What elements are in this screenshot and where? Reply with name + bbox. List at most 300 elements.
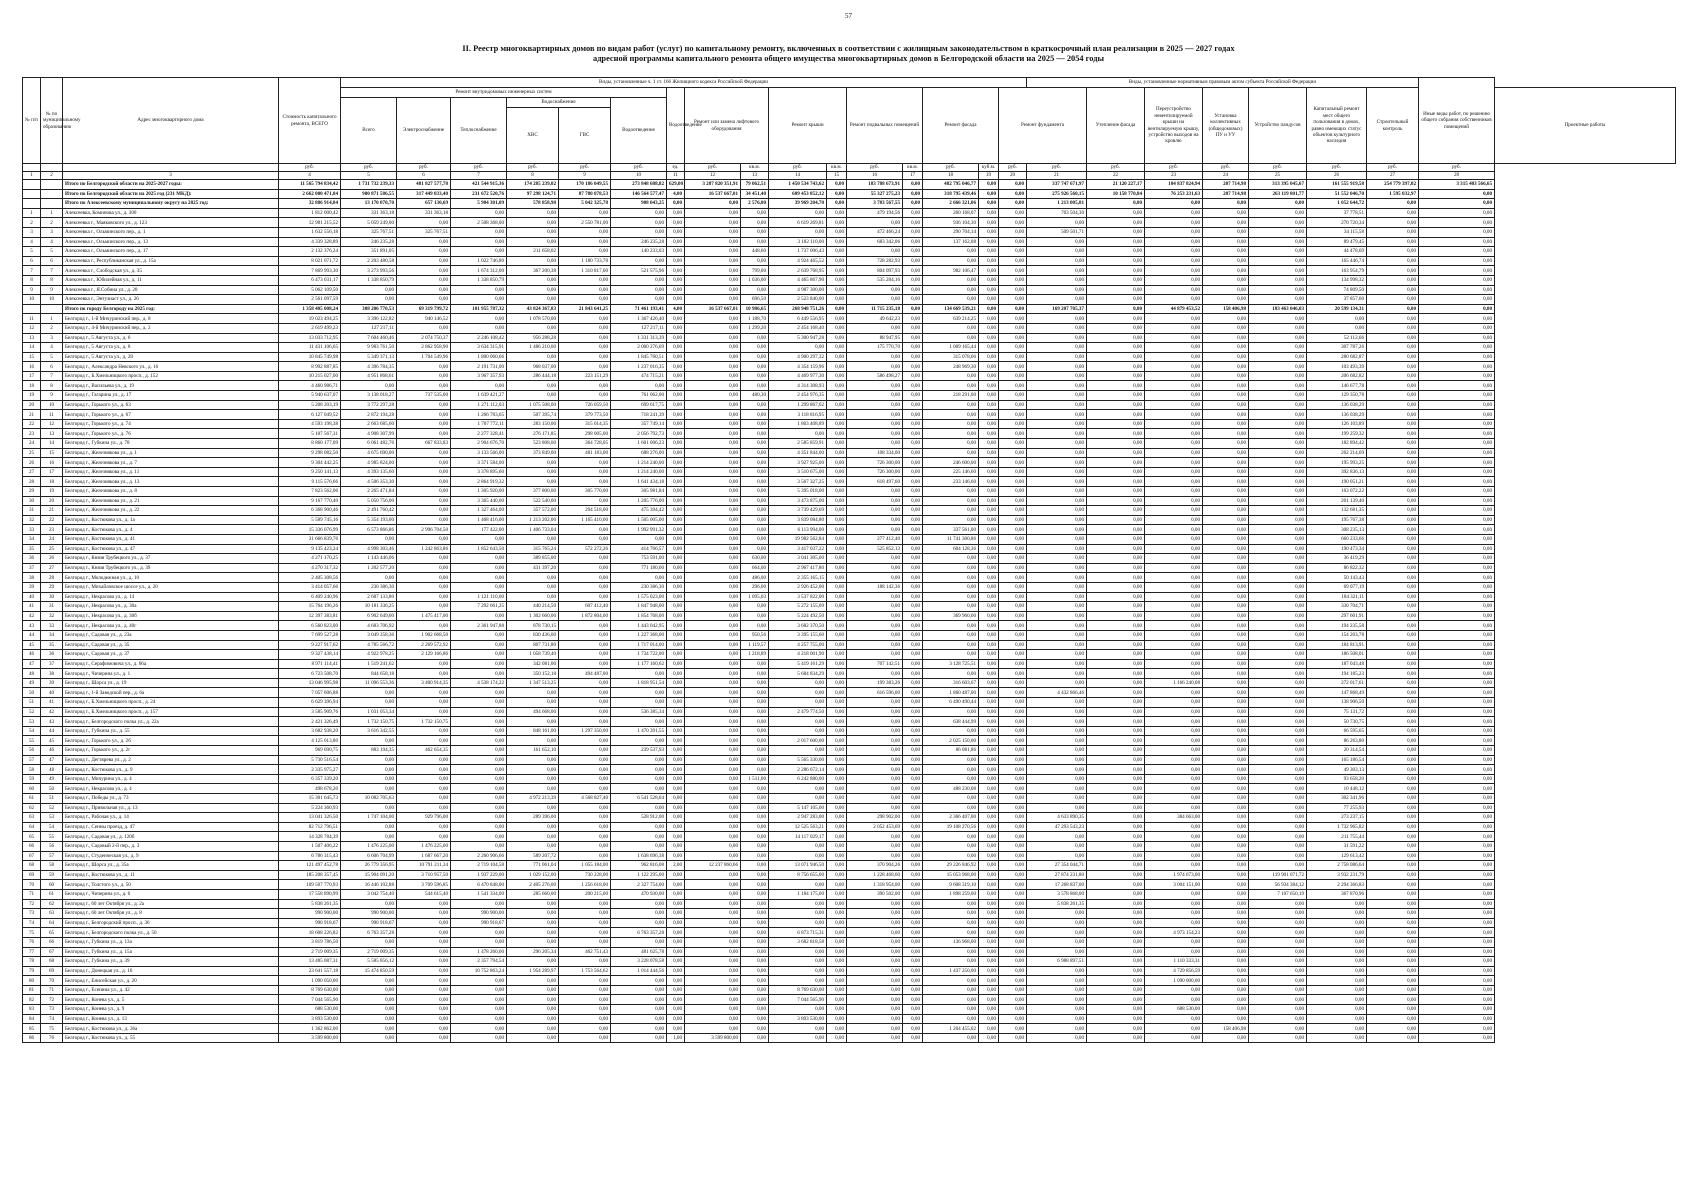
value-cell: 0,00	[1027, 755, 1087, 765]
value-cell: 607 412,40	[559, 602, 611, 612]
table-row	[23, 678, 1676, 688]
value-cell: 34 451,40	[741, 189, 769, 199]
value-cell: 0,00	[1307, 957, 1367, 967]
value-cell: 0,00	[1203, 199, 1249, 209]
value-cell: 0,00	[923, 1005, 979, 1015]
value-cell: 0,00	[903, 621, 923, 631]
value-cell: 0,00	[1087, 1005, 1145, 1015]
value-cell: 1 601 006,23	[611, 439, 667, 449]
value-cell: 0,00	[1249, 199, 1307, 209]
value-cell: 0,00	[1027, 525, 1087, 535]
value-cell: 2 491 760,42	[341, 506, 397, 516]
value-cell: 0,00	[999, 909, 1027, 919]
value-cell: 4 675 690,00	[341, 448, 397, 458]
value-cell: 0,00	[1145, 851, 1203, 861]
value-cell: 0,00	[341, 822, 397, 832]
address-cell: Белгород г., Костюкова ул., д. 36а	[63, 1024, 279, 1034]
table-row	[23, 784, 1676, 794]
value-cell: 3 537 822,00	[769, 592, 827, 602]
value-cell: 0,00	[1145, 285, 1203, 295]
value-cell: 1,00	[667, 1033, 685, 1043]
value-cell: 0,00	[1367, 909, 1419, 919]
value-cell: 4 593 198,38	[279, 419, 341, 429]
value-cell: 0,00	[1367, 371, 1419, 381]
value-cell: 0,00	[903, 784, 923, 794]
value-cell: 20 314,54	[1307, 746, 1367, 756]
value-cell: 34 115,58	[1307, 227, 1367, 237]
value-cell: 1 299,20	[741, 323, 769, 333]
value-cell: 0,00	[1203, 506, 1249, 516]
table-row	[23, 256, 1676, 266]
value-cell: 0,00	[1145, 448, 1203, 458]
value-cell: 630,00	[741, 554, 769, 564]
value-cell: 0,00	[741, 688, 769, 698]
value-cell: 1 845 760,51	[611, 352, 667, 362]
value-cell: 0,00	[1307, 966, 1367, 976]
value-cell: 0,00	[1087, 794, 1145, 804]
value-cell: 0,00	[1027, 1005, 1087, 1015]
value-cell: 0,00	[1027, 439, 1087, 449]
value-cell: 0,00	[559, 707, 611, 717]
value-cell: 0,00	[923, 947, 979, 957]
value-cell: 0,00	[903, 534, 923, 544]
value-cell: 0,00	[451, 669, 507, 679]
value-cell: 146 564 577,47	[611, 189, 667, 199]
value-cell: 0,00	[559, 295, 611, 305]
value-cell: 0,00	[1419, 698, 1495, 708]
value-cell: 6 449 556,95	[769, 314, 827, 324]
value-cell: 0,00	[999, 256, 1027, 266]
value-cell: 0,00	[1367, 448, 1419, 458]
value-cell: 0,00	[1367, 650, 1419, 660]
address-cell: Белгород г., 5 Августа ул., д. 6	[63, 333, 279, 343]
value-cell: 0,00	[667, 525, 685, 535]
value-cell: 0,00	[903, 410, 923, 420]
value-cell: 0,00	[667, 477, 685, 487]
value-cell: 44 478,69	[1307, 247, 1367, 257]
value-cell: 1 184 175,00	[769, 889, 827, 899]
value-cell: 0,00	[1027, 707, 1087, 717]
value-cell: 0,00	[507, 237, 559, 247]
value-cell: 969 690,75	[279, 746, 341, 756]
index-cell: 9	[23, 285, 41, 295]
value-cell: 0,00	[559, 285, 611, 295]
value-cell: 0,00	[1087, 266, 1145, 276]
value-cell: 0,00	[903, 1024, 923, 1034]
value-cell: 0,00	[397, 765, 451, 775]
value-cell: 0,00	[741, 227, 769, 237]
value-cell: 0,00	[1087, 419, 1145, 429]
value-cell: 0,00	[827, 285, 847, 295]
table-row	[23, 985, 1676, 995]
value-cell: 0,00	[451, 707, 507, 717]
value-cell: 0,00	[1145, 458, 1203, 468]
value-cell: 0,00	[1027, 371, 1087, 381]
value-cell: 9 608 319,10	[923, 880, 979, 890]
index-cell: 64	[23, 822, 41, 832]
value-cell: 0,00	[979, 314, 999, 324]
address-cell: Белгород г., Железнякова ул., д. 8	[63, 487, 279, 497]
value-cell: 0,00	[1087, 199, 1145, 209]
value-cell: 0,00	[827, 247, 847, 257]
value-cell: 0,00	[741, 851, 769, 861]
index-cell: 7	[41, 371, 63, 381]
value-cell: 6 368 900,46	[279, 506, 341, 516]
value-cell: 2 719 104,58	[451, 861, 507, 871]
value-cell: 127 217,11	[611, 323, 667, 333]
value-cell: 0,00	[1249, 794, 1307, 804]
value-cell: 0,00	[451, 794, 507, 804]
value-cell: 298 005,00	[559, 429, 611, 439]
unit-cell: руб.	[507, 164, 559, 172]
index-cell: 65	[23, 832, 41, 842]
value-cell: 0,00	[1145, 746, 1203, 756]
value-cell: 0,00	[1087, 861, 1145, 871]
value-cell: 0,00	[1367, 458, 1419, 468]
index-cell: 48	[41, 765, 63, 775]
value-cell: 0,00	[451, 247, 507, 257]
value-cell: 0,00	[507, 285, 559, 295]
value-cell: 0,00	[397, 985, 451, 995]
value-cell: 10 215 027,00	[279, 371, 341, 381]
value-cell: 0,00	[1027, 717, 1087, 727]
value-cell: 1 009 165,44	[923, 343, 979, 353]
value-cell: 696,50	[741, 295, 769, 305]
address-cell: Белгород г., Победы ул., д. 73	[63, 794, 279, 804]
value-cell: 0,00	[923, 957, 979, 967]
value-cell: 0,00	[903, 909, 923, 919]
value-cell: 0,00	[741, 343, 769, 353]
value-cell: 0,00	[1087, 1024, 1145, 1034]
value-cell: 0,00	[769, 957, 827, 967]
column-number-cell: 26	[1307, 172, 1367, 180]
value-cell: 0,00	[999, 832, 1027, 842]
value-cell: 0,00	[769, 717, 827, 727]
unit-cell: руб.	[1307, 164, 1367, 172]
value-cell: 0,00	[847, 995, 903, 1005]
value-cell: 0,00	[685, 765, 741, 775]
value-cell: 0,00	[847, 362, 903, 372]
value-cell: 0,00	[611, 918, 667, 928]
value-cell: 1 188,70	[741, 314, 769, 324]
table-row	[23, 314, 1676, 324]
value-cell: 0,00	[1203, 400, 1249, 410]
value-cell: 0,00	[1367, 487, 1419, 497]
value-cell: 0,00	[979, 1033, 999, 1043]
value-cell: 0,00	[1203, 1014, 1249, 1024]
value-cell: 199 383,26	[847, 678, 903, 688]
value-cell: 0,00	[1367, 256, 1419, 266]
value-cell: 0,00	[741, 918, 769, 928]
value-cell: 0,00	[1145, 698, 1203, 708]
value-cell: 154 203,78	[1307, 630, 1367, 640]
value-cell: 0,00	[1145, 515, 1203, 525]
value-cell: 3 041 305,00	[769, 554, 827, 564]
value-cell: 0,00	[341, 784, 397, 794]
value-cell: 13 041 326,50	[279, 813, 341, 823]
value-cell: 0,00	[1087, 736, 1145, 746]
value-cell: 0,00	[667, 726, 685, 736]
value-cell: 0,00	[685, 429, 741, 439]
value-cell: 0,00	[1027, 467, 1087, 477]
value-cell: 0,00	[611, 784, 667, 794]
value-cell: 0,00	[999, 362, 1027, 372]
value-cell: 0,00	[1027, 534, 1087, 544]
value-cell: 0,00	[1203, 563, 1249, 573]
address-cell: Белгород г., 5 Августа ул., д. 8	[63, 343, 279, 353]
address-cell: Белгород г., Чичерина ул., д. 6	[63, 889, 279, 899]
value-cell: 0,00	[1249, 544, 1307, 554]
value-cell: 0,00	[1027, 966, 1087, 976]
index-cell: 37	[41, 659, 63, 669]
value-cell: 0,00	[903, 477, 923, 487]
value-cell: 0,00	[1249, 995, 1307, 1005]
value-cell: 0,00	[979, 391, 999, 401]
value-cell: 900 871 586,55	[341, 189, 397, 199]
value-cell: 0,00	[847, 755, 903, 765]
value-cell: 1 166 240,08	[1145, 678, 1203, 688]
value-cell: 0,00	[903, 563, 923, 573]
value-cell: 0,00	[1203, 582, 1249, 592]
value-cell: 0,00	[923, 794, 979, 804]
value-cell: 0,00	[507, 717, 559, 727]
value-cell: 0,00	[559, 582, 611, 592]
value-cell: 0,00	[397, 803, 451, 813]
value-cell: 0,00	[847, 976, 903, 986]
value-cell: 0,00	[667, 237, 685, 247]
value-cell: 0,00	[611, 899, 667, 909]
value-cell: 13 046 995,98	[279, 678, 341, 688]
value-cell: 0,00	[741, 957, 769, 967]
address-cell: Белгород г., Некрасова ул., д. 4	[63, 784, 279, 794]
value-cell: 0,00	[999, 937, 1027, 947]
value-cell: 10 448,12	[1307, 784, 1367, 794]
value-cell: 0,00	[1027, 909, 1087, 919]
value-cell: 129 613,42	[1307, 851, 1367, 861]
value-cell: 0,00	[611, 208, 667, 218]
index-cell: 12	[41, 419, 63, 429]
value-cell: 0,00	[1419, 266, 1495, 276]
value-cell: 1 595 032,97	[1367, 189, 1419, 199]
value-cell: 0,00	[451, 899, 507, 909]
value-cell: 0,00	[451, 985, 507, 995]
value-cell: 3 138 018,27	[341, 391, 397, 401]
value-cell: 0,00	[1027, 650, 1087, 660]
address-cell: Итого по Белгородской области на 2025 год (231 МКД):	[63, 189, 279, 199]
value-cell: 0,00	[1203, 333, 1249, 343]
value-cell: 0,00	[1367, 937, 1419, 947]
value-cell: 1 122 295,00	[611, 870, 667, 880]
value-cell: 7 292 661,25	[451, 602, 507, 612]
address-cell: Белгород г., 60 лет Октября ул., д. 8	[63, 909, 279, 919]
value-cell: 0,00	[1087, 227, 1145, 237]
value-cell: 0,00	[341, 381, 397, 391]
value-cell: 5 395 018,00	[769, 487, 827, 497]
index-cell: 24	[23, 439, 41, 449]
value-cell: 0,00	[1367, 515, 1419, 525]
value-cell: 0,00	[1249, 458, 1307, 468]
index-cell: 70	[41, 976, 63, 986]
index-cell: 3	[23, 227, 41, 237]
value-cell: 0,00	[685, 563, 741, 573]
value-cell: 0,00	[1367, 832, 1419, 842]
index-cell: 44	[23, 630, 41, 640]
value-cell: 0,00	[1145, 362, 1203, 372]
value-cell: 0,00	[507, 1014, 559, 1024]
value-cell: 177 422,00	[451, 525, 507, 535]
value-cell: 0,00	[1027, 554, 1087, 564]
value-cell: 0,00	[847, 525, 903, 535]
address-cell: Белгород г., 5 Августа ул., д. 28	[63, 352, 279, 362]
value-cell: 0,00	[1087, 333, 1145, 343]
value-cell: 6 357 339,20	[279, 774, 341, 784]
index-cell: 1	[23, 208, 41, 218]
value-cell: 771 180,00	[611, 563, 667, 573]
value-cell: 0,00	[507, 352, 559, 362]
index-cell: 33	[41, 621, 63, 631]
value-cell: 0,00	[999, 841, 1027, 851]
unit-cell: руб.	[611, 164, 667, 172]
value-cell: 351 891,05	[341, 247, 397, 257]
value-cell: 470 930,00	[611, 889, 667, 899]
value-cell: 272 017,61	[1307, 678, 1367, 688]
value-cell: 0,00	[1027, 381, 1087, 391]
value-cell: 0,00	[1419, 707, 1495, 717]
value-cell: 0,00	[1249, 477, 1307, 487]
value-cell: 0,00	[979, 918, 999, 928]
value-cell: 0,00	[1249, 506, 1307, 516]
value-cell: 0,00	[1145, 314, 1203, 324]
value-cell: 6 242 880,00	[769, 774, 827, 784]
value-cell: 0,00	[903, 1005, 923, 1015]
index-cell: 30	[41, 592, 63, 602]
value-cell: 0,00	[1145, 774, 1203, 784]
value-cell: 0,00	[827, 918, 847, 928]
value-cell: 8 860 177,09	[279, 439, 341, 449]
value-cell: 0,00	[1027, 765, 1087, 775]
value-cell: 0,00	[1307, 918, 1367, 928]
value-cell: 0,00	[1145, 659, 1203, 669]
table-row	[23, 429, 1676, 439]
value-cell: 0,00	[1367, 563, 1419, 573]
value-cell: 962 816,08	[611, 861, 667, 871]
value-cell: 0,00	[667, 496, 685, 506]
value-cell: 0,00	[979, 841, 999, 851]
value-cell: 0,00	[827, 467, 847, 477]
value-cell: 0,00	[1027, 256, 1087, 266]
value-cell: 0,00	[979, 304, 999, 314]
address-cell: Белгород г., Горького ул., д. 74	[63, 419, 279, 429]
value-cell: 1 213 202,00	[507, 515, 559, 525]
value-cell: 0,00	[667, 717, 685, 727]
value-cell: 0,00	[1203, 611, 1249, 621]
value-cell: 49 303,13	[1307, 765, 1367, 775]
header-gvs: ГВС	[559, 108, 611, 164]
value-cell: 0,00	[507, 592, 559, 602]
value-cell: 0,00	[1367, 554, 1419, 564]
total-row	[23, 304, 1676, 314]
value-cell: 0,00	[1087, 295, 1145, 305]
value-cell: 0,00	[667, 1014, 685, 1024]
value-cell: 3 927 925,00	[769, 458, 827, 468]
value-cell: 0,00	[1419, 477, 1495, 487]
value-cell: 0,00	[1249, 909, 1307, 919]
value-cell: 0,00	[923, 841, 979, 851]
value-cell: 3 378 895,60	[451, 467, 507, 477]
value-cell: 127 217,11	[341, 323, 397, 333]
value-cell: 2 017 600,00	[769, 736, 827, 746]
table-row	[23, 448, 1676, 458]
value-cell: 0,00	[341, 534, 397, 544]
value-cell: 0,00	[1027, 678, 1087, 688]
index-cell: 37	[23, 563, 41, 573]
value-cell: 1 937 229,00	[451, 870, 507, 880]
index-cell	[41, 180, 63, 190]
value-cell: 0,00	[979, 563, 999, 573]
value-cell: 5 940 637,07	[279, 391, 341, 401]
value-cell: 373 849,00	[507, 448, 559, 458]
value-cell: 0,00	[1249, 515, 1307, 525]
value-cell: 0,00	[999, 698, 1027, 708]
address-cell: Белгород г., Некрасова ул., д. 30а	[63, 602, 279, 612]
value-cell: 0,00	[685, 736, 741, 746]
value-cell: 0,00	[1087, 237, 1145, 247]
value-cell: 3 228 078,58	[611, 957, 667, 967]
index-cell: 41	[41, 698, 63, 708]
value-cell: 31 666 839,76	[279, 534, 341, 544]
value-cell: 0,00	[1087, 985, 1145, 995]
value-cell: 315 014,35	[559, 419, 611, 429]
value-cell: 0,00	[1145, 199, 1203, 209]
index-cell: 33	[23, 525, 41, 535]
value-cell: 55 327 275,23	[847, 189, 903, 199]
value-cell: 494 487,00	[559, 669, 611, 679]
value-cell: 86 263,80	[1307, 736, 1367, 746]
value-cell: 4 125 013,80	[279, 736, 341, 746]
index-cell: 31	[23, 506, 41, 516]
value-cell: 0,00	[1027, 458, 1087, 468]
value-cell: 0,00	[685, 784, 741, 794]
value-cell: 0,00	[685, 659, 741, 669]
address-cell: Белгород г., Васильева ул., д. 19	[63, 381, 279, 391]
value-cell: 0,00	[1419, 928, 1495, 938]
address-cell: Белгород г., Гагарина ул., д. 17	[63, 391, 279, 401]
value-cell: 0,00	[979, 621, 999, 631]
value-cell: 0,00	[1203, 515, 1249, 525]
value-cell: 9 304 442,25	[279, 458, 341, 468]
value-cell: 0,00	[999, 458, 1027, 468]
value-cell: 0,00	[1203, 851, 1249, 861]
value-cell: 0,00	[559, 678, 611, 688]
index-cell: 1	[41, 314, 63, 324]
value-cell: 0,00	[1249, 803, 1307, 813]
unit-cell: куб.м.	[979, 164, 999, 172]
value-cell: 0,00	[667, 467, 685, 477]
value-cell: 87 780 878,53	[559, 189, 611, 199]
value-cell: 0,00	[559, 899, 611, 909]
value-cell: 0,00	[847, 218, 903, 228]
unit-cell: руб.	[847, 164, 903, 172]
value-cell: 0,00	[1027, 275, 1087, 285]
value-cell: 0,00	[847, 1033, 903, 1043]
value-cell: 0,00	[1087, 717, 1145, 727]
value-cell: 223 151,29	[559, 371, 611, 381]
value-cell: 0,00	[1367, 707, 1419, 717]
value-cell: 0,00	[1203, 678, 1249, 688]
value-cell: 0,00	[685, 726, 741, 736]
value-cell: 0,00	[1087, 918, 1145, 928]
value-cell: 6 619 269,81	[769, 218, 827, 228]
